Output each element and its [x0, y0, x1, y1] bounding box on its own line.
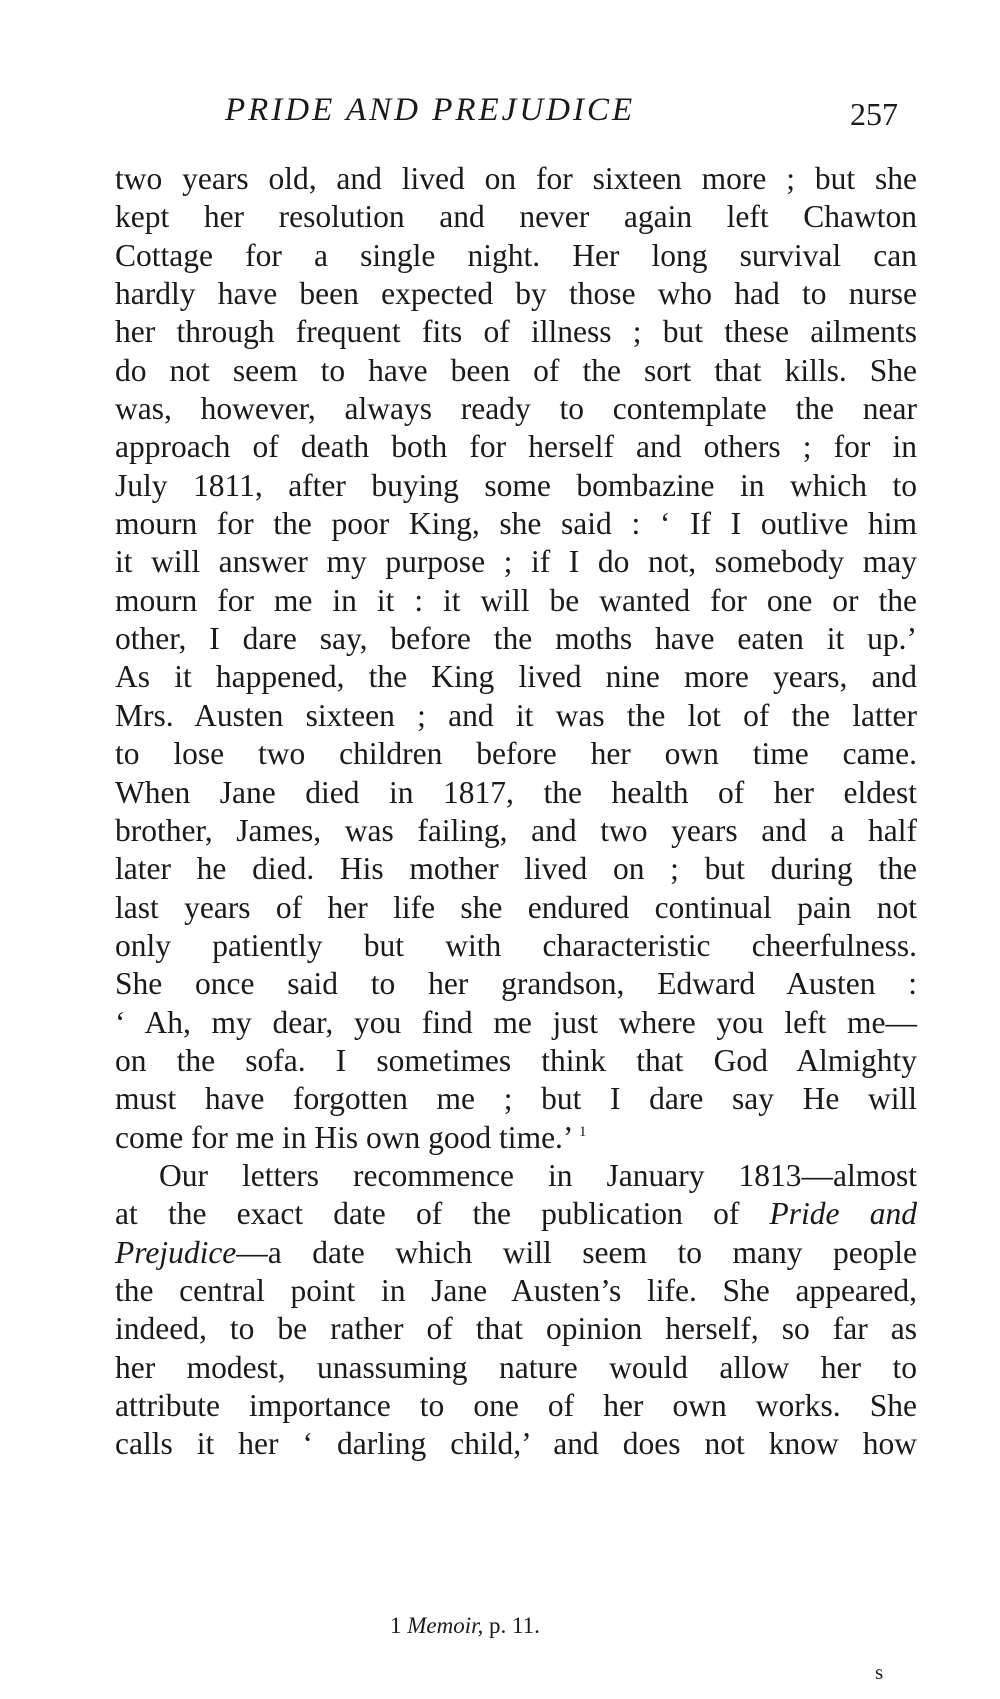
text-line: Cottage for a single night. Her long survival can [115, 237, 917, 273]
text-line: attribute importance to one of her own works. She [115, 1388, 917, 1423]
text-line: kept her resolution and never again left Chawton [115, 199, 917, 235]
body-text [115, 160, 917, 1464]
footnote [390, 1613, 540, 1639]
title-italic: Prejudice [115, 1234, 237, 1270]
last-line-text: come for me in His own good time.’ [115, 1119, 572, 1155]
text-line: later he died. His mother lived on ; but during the [115, 851, 917, 887]
signature-mark: s [875, 1660, 884, 1684]
line-text: —a date which will seem to many people [236, 1234, 917, 1270]
page-number: 257 [850, 96, 898, 132]
footnote-page-ref: p. 11. [489, 1613, 540, 1638]
text-line: other, I dare say, before the moths have eaten it up.’ [115, 621, 917, 657]
text-line: ‘ Ah, my dear, you find me just where you left me— [115, 1004, 917, 1040]
text-line: must have forgotten me ; but I dare say He will [115, 1081, 917, 1117]
text-line: to lose two children before her own time came. [115, 736, 917, 772]
line-text: at the exact date of the publication of [115, 1196, 740, 1232]
text-line: As it happened, the King lived nine more years, and [115, 659, 917, 695]
text-line: last years of her life she endured continual pain not [115, 889, 917, 925]
text-line: on the sofa. I sometimes think that God Almighty [115, 1042, 917, 1078]
text-line: mourn for the poor King, she said : ‘ If I outlive him [115, 506, 917, 542]
text-line: hardly have been expected by those who had to nurse [115, 276, 917, 312]
running-title: PRIDE AND PREJUDICE [225, 92, 636, 128]
title-italic: Pride and [769, 1196, 917, 1232]
paragraph-2 [115, 1157, 917, 1464]
text-line: mourn for me in it : it will be wanted for one or the [115, 582, 917, 618]
paragraph-1 [115, 160, 917, 1157]
text-line: it will answer my purpose ; if I do not, somebody may [115, 544, 917, 580]
text-line: was, however, always ready to contemplate the near [115, 391, 917, 427]
text-line: do not seem to have been of the sort that kills. She [115, 352, 917, 388]
text-line: her modest, unassuming nature would allow her to [115, 1349, 917, 1385]
text-line: July 1811, after buying some bombazine in which to [115, 467, 917, 503]
footnote-reference: 1 [578, 1123, 587, 1140]
text-line: calls it her ‘ darling child,’ and does not know how [115, 1426, 917, 1462]
footnote-number: 1 [390, 1613, 402, 1638]
text-line [115, 1195, 917, 1233]
text-line: only patiently but with characteristic cheerfulness. [115, 927, 917, 963]
text-line: brother, James, was failing, and two years and a half [115, 812, 917, 848]
text-line: She once said to her grandson, Edward Austen : [115, 966, 917, 1002]
text-line: When Jane died in 1817, the health of her eldest [115, 774, 917, 810]
footnote-title: Memoir, [407, 1613, 484, 1638]
text-line: indeed, to be rather of that opinion herself, so far as [115, 1311, 917, 1347]
text-line-first: Our letters recommence in January 1813—almost [159, 1157, 917, 1193]
text-line: the central point in Jane Austen’s life. She appeared, [115, 1272, 917, 1308]
text-line: two years old, and lived on for sixteen more ; but she [115, 161, 917, 196]
text-line: Mrs. Austen sixteen ; and it was the lot of the latter [115, 697, 917, 733]
text-line-last [115, 1119, 917, 1157]
text-line: her through frequent fits of illness ; but these ailments [115, 314, 917, 350]
text-line: approach of death both for herself and others ; for in [115, 429, 917, 465]
text-line [115, 1234, 917, 1272]
